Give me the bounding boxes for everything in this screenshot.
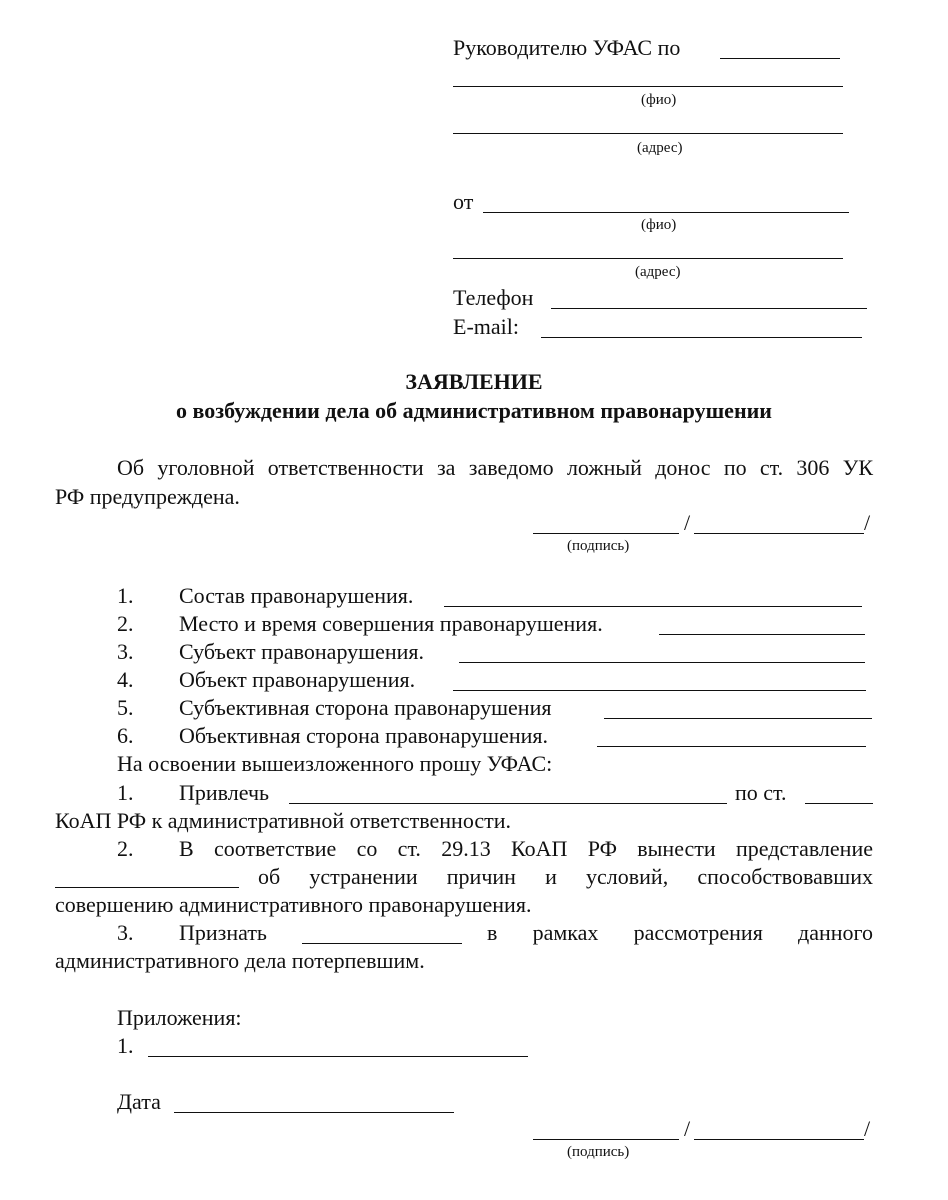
signature-label-1: (подпись) <box>567 538 630 554</box>
item-number: 5. <box>117 695 134 720</box>
signature-field-2[interactable] <box>533 1139 679 1140</box>
item-text: Объект правонарушения. <box>179 667 416 692</box>
signature-name-field-1[interactable] <box>694 533 864 534</box>
request-number: 3. <box>117 920 134 945</box>
request-text: совершению административного правонарушения. <box>55 892 532 917</box>
request-text: в рамках рассмотрения данного <box>487 920 873 945</box>
addressee-label: Руководителю УФАС по <box>453 35 681 60</box>
recipient-address-label: (адрес) <box>637 140 683 156</box>
document-title: ЗАЯВЛЕНИЕ <box>405 369 543 394</box>
recipient-fio-label: (фио) <box>641 92 677 108</box>
item-field[interactable] <box>604 718 872 719</box>
region-field[interactable] <box>720 58 840 59</box>
victim-field[interactable] <box>302 943 462 944</box>
sender-fio-field[interactable] <box>483 212 849 213</box>
item-field[interactable] <box>597 746 866 747</box>
request-intro: На освоении вышеизложенного прошу УФАС: <box>117 751 553 776</box>
item-number: 4. <box>117 667 134 692</box>
item-number: 3. <box>117 639 134 664</box>
item-text: Объективная сторона правонарушения. <box>179 723 549 748</box>
request-text: Привлечь <box>179 780 270 805</box>
item-number: 1. <box>117 583 134 608</box>
request-text: административного дела потерпевшим. <box>55 948 425 973</box>
sender-address-field[interactable] <box>453 258 843 259</box>
request-text: Признать <box>179 920 267 945</box>
email-field[interactable] <box>541 337 862 338</box>
item-text: Место и время совершения правонарушения. <box>179 611 603 636</box>
item-field[interactable] <box>659 634 865 635</box>
warning-line-1: Об уголовной ответственности за заведомо ложный донос по ст. 306 УК <box>117 455 873 480</box>
sender-fio-label: (фио) <box>641 217 677 233</box>
request-text: КоАП РФ к административной ответственности. <box>55 808 512 833</box>
signature-field-1[interactable] <box>533 533 679 534</box>
item-text: Субъект правонарушения. <box>179 639 425 664</box>
recipient-fio-field[interactable] <box>453 86 843 87</box>
phone-label: Телефон <box>453 285 534 310</box>
item-number: 6. <box>117 723 134 748</box>
signature-name-field-2[interactable] <box>694 1139 864 1140</box>
attachments-label: Приложения: <box>117 1005 242 1030</box>
date-label: Дата <box>117 1089 161 1114</box>
offender-field[interactable] <box>289 803 727 804</box>
phone-field[interactable] <box>551 308 867 309</box>
request-number: 1. <box>117 780 134 805</box>
recipient-address-field[interactable] <box>453 133 843 134</box>
signature-slash: / <box>684 510 691 535</box>
item-text: Состав правонарушения. <box>179 583 414 608</box>
sender-address-label: (адрес) <box>635 264 681 280</box>
signature-slash: / <box>864 510 871 535</box>
item-text: Субъективная сторона правонарушения <box>179 695 552 720</box>
item-field[interactable] <box>453 690 866 691</box>
warning-line-2: РФ предупреждена. <box>55 484 240 509</box>
document-subtitle: о возбуждении дела об административном правонарушении <box>176 398 772 423</box>
date-field[interactable] <box>174 1112 454 1113</box>
attachment-number: 1. <box>117 1033 134 1058</box>
item-field[interactable] <box>444 606 862 607</box>
email-label: E-mail: <box>453 314 519 339</box>
request-number: 2. <box>117 836 134 861</box>
request-text: об устранении причин и условий, способствовавших <box>258 864 873 889</box>
request-text: по ст. <box>735 780 787 805</box>
item-field[interactable] <box>459 662 865 663</box>
representation-recipient-field[interactable] <box>55 887 239 888</box>
article-field[interactable] <box>805 803 873 804</box>
attachment-field[interactable] <box>148 1056 528 1057</box>
from-label: от <box>453 189 474 214</box>
signature-slash: / <box>864 1116 871 1141</box>
signature-label-2: (подпись) <box>567 1144 630 1160</box>
request-text: В соответствие со ст. 29.13 КоАП РФ вынести представление <box>179 836 873 861</box>
signature-slash: / <box>684 1116 691 1141</box>
item-number: 2. <box>117 611 134 636</box>
